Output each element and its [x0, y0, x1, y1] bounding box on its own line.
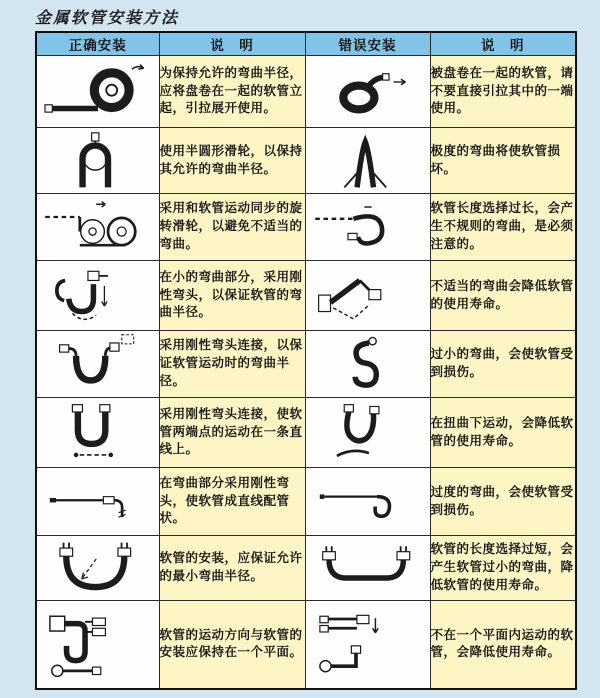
extreme-bend-hose-icon	[309, 131, 427, 191]
wrong-description: 不适当的弯曲会降低软管的使用寿命。	[430, 261, 576, 331]
correct-description: 采用刚性弯头连接，使软管两端点的运动在一条直线上。	[159, 398, 305, 468]
twisted-motion-icon	[309, 401, 427, 465]
correct-illustration-cell	[36, 398, 159, 468]
wrong-description: 不在一个平面内运动的软管，会降低使用寿命。	[430, 601, 576, 689]
overlong-irregular-bend-icon	[309, 197, 427, 257]
table-row	[36, 331, 576, 398]
correct-illustration-cell	[36, 56, 159, 128]
correct-description: 在弯曲部分采用刚性弯头，使软管成直线配管状。	[159, 468, 305, 536]
correct-description: 软管的安装，应保证允许的最小弯曲半径。	[159, 536, 305, 601]
correct-illustration-cell	[36, 331, 159, 398]
table-row	[36, 536, 576, 601]
wrong-description: 在扭曲下运动，会降低软管的使用寿命。	[430, 398, 576, 468]
synchronized-rotating-pulleys-icon	[39, 197, 157, 257]
col-header-correct-description: 说 明	[159, 32, 305, 56]
correct-illustration-cell	[36, 601, 159, 689]
rigid-elbow-connection-icon	[39, 332, 157, 396]
pulled-coil-hose-icon	[309, 60, 427, 124]
correct-illustration-cell	[36, 261, 159, 331]
correct-illustration-cell	[36, 128, 159, 194]
wrong-description: 软管长度选择过长，会产生不规则的弯曲，是必须注意的。	[430, 194, 576, 261]
wrong-illustration-cell	[305, 261, 430, 331]
standing-coil-hose-icon	[39, 60, 157, 124]
table-row	[36, 468, 576, 536]
correct-description: 使用半圆形滑轮，以保持其允许的弯曲半径。	[159, 128, 305, 194]
installation-table	[35, 31, 577, 690]
wrong-description: 过小的弯曲，会使软管受到损伤。	[430, 331, 576, 398]
wrong-illustration-cell	[305, 536, 430, 601]
wrong-illustration-cell	[305, 128, 430, 194]
correct-description: 采用和软管运动同步的旋转滑轮，以避免不适当的弯曲。	[159, 194, 305, 261]
correct-description: 软管的运动方向与软管的安装应保持在一个平面。	[159, 601, 305, 689]
correct-illustration-cell	[36, 194, 159, 261]
excessive-bend-icon	[309, 477, 427, 527]
wrong-illustration-cell	[305, 468, 430, 536]
col-header-wrong-description: 说 明	[430, 32, 576, 56]
single-plane-motion-icon	[39, 607, 157, 681]
wrong-illustration-cell	[305, 331, 430, 398]
straight-line-endpoints-icon	[39, 401, 157, 465]
correct-illustration-cell	[36, 468, 159, 536]
straight-piping-elbow-icon	[39, 477, 157, 527]
table-row	[36, 601, 576, 689]
wrong-description: 软管的长度选择过短，会产生软管过小的弯曲，降低软管的使用寿命。	[430, 536, 576, 601]
table-row	[36, 128, 576, 194]
wrong-description: 极度的弯曲将使软管损坏。	[430, 128, 576, 194]
correct-description: 为保持允许的弯曲半径，应将盘卷在一起的软管立起，引拉展开使用。	[159, 56, 305, 128]
minimum-bend-radius-icon	[39, 539, 157, 597]
col-header-correct-install: 正确安装	[36, 32, 159, 56]
table-row	[36, 194, 576, 261]
too-small-bend-icon	[309, 332, 427, 396]
semicircular-pulley-hose-icon	[39, 131, 157, 191]
table-row	[36, 398, 576, 468]
correct-illustration-cell	[36, 536, 159, 601]
improper-bend-icon	[309, 264, 427, 328]
correct-description: 在小的弯曲部分，采用刚性弯头，以保证软管的弯曲半径。	[159, 261, 305, 331]
wrong-illustration-cell	[305, 601, 430, 689]
table-header	[36, 32, 576, 56]
col-header-wrong-install: 错误安装	[305, 32, 430, 56]
correct-description: 采用刚性弯头连接，以保证软管运动时的弯曲半径。	[159, 331, 305, 398]
wrong-description: 过度的弯曲，会使软管受到损伤。	[430, 468, 576, 536]
rigid-elbow-small-bend-icon	[39, 264, 157, 328]
too-short-hose-icon	[309, 539, 427, 597]
wrong-illustration-cell	[305, 194, 430, 261]
wrong-illustration-cell	[305, 56, 430, 128]
table-row	[36, 261, 576, 331]
out-of-plane-motion-icon	[309, 607, 427, 681]
wrong-description: 被盘卷在一起的软管，请不要直接引拉其中的一端使用。	[430, 56, 576, 128]
wrong-illustration-cell	[305, 398, 430, 468]
page-title: 金属软管安装方法	[35, 10, 180, 27]
table-row	[36, 56, 576, 128]
